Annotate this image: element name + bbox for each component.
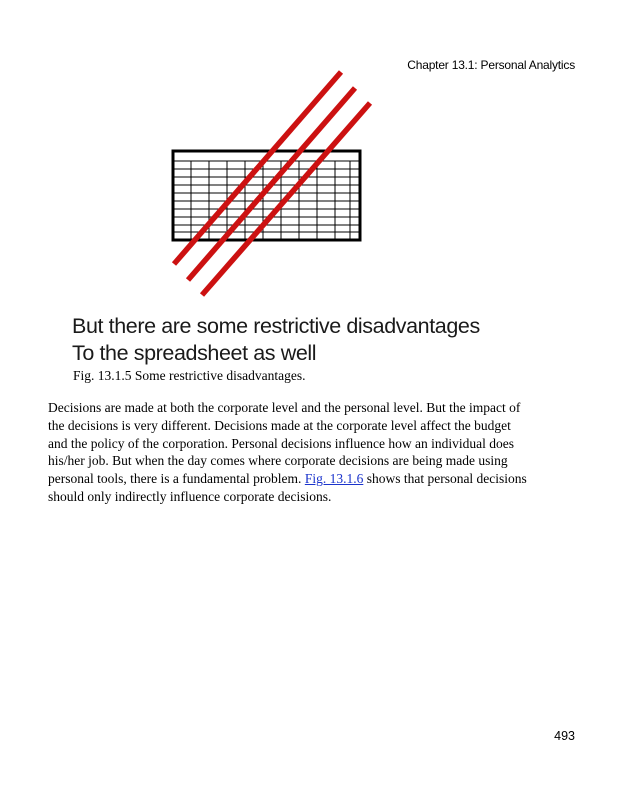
paragraph-text: shows that personal decisions (363, 471, 527, 487)
paragraph-line: his/her job. But when the day comes where corporate decisions are being made using (48, 453, 508, 469)
body-paragraph (48, 399, 578, 506)
paragraph-line (48, 470, 578, 488)
paragraph-line: and the policy of the corporation. Personal decisions influence how an individual does (48, 435, 515, 451)
figure-link[interactable]: Fig. 13.1.6 (304, 471, 364, 487)
slide-text-line-2: To the spreadsheet as well (72, 341, 317, 365)
spreadsheet-grid-icon (173, 151, 360, 240)
page-number: 493 (554, 729, 575, 743)
crossed-spreadsheet-illustration (160, 66, 380, 301)
paragraph-line: should only indirectly influence corporate decisions. (48, 488, 332, 504)
slide-text-line-1: But there are some restrictive disadvantages (72, 314, 480, 338)
figure-caption: Fig. 13.1.5 Some restrictive disadvantages. (73, 368, 306, 383)
figure-spreadsheet-crossed-out (160, 66, 380, 301)
slide-text (72, 313, 592, 367)
chapter-header: Chapter 13.1: Personal Analytics (407, 58, 575, 72)
paragraph-line: Decisions are made at both the corporate level and the personal level. But the impact of (48, 400, 521, 415)
paragraph-text: personal tools, there is a fundamental problem. (48, 471, 305, 487)
paragraph-line: the decisions is very different. Decisions made at the corporate level affect the budget (48, 417, 511, 433)
